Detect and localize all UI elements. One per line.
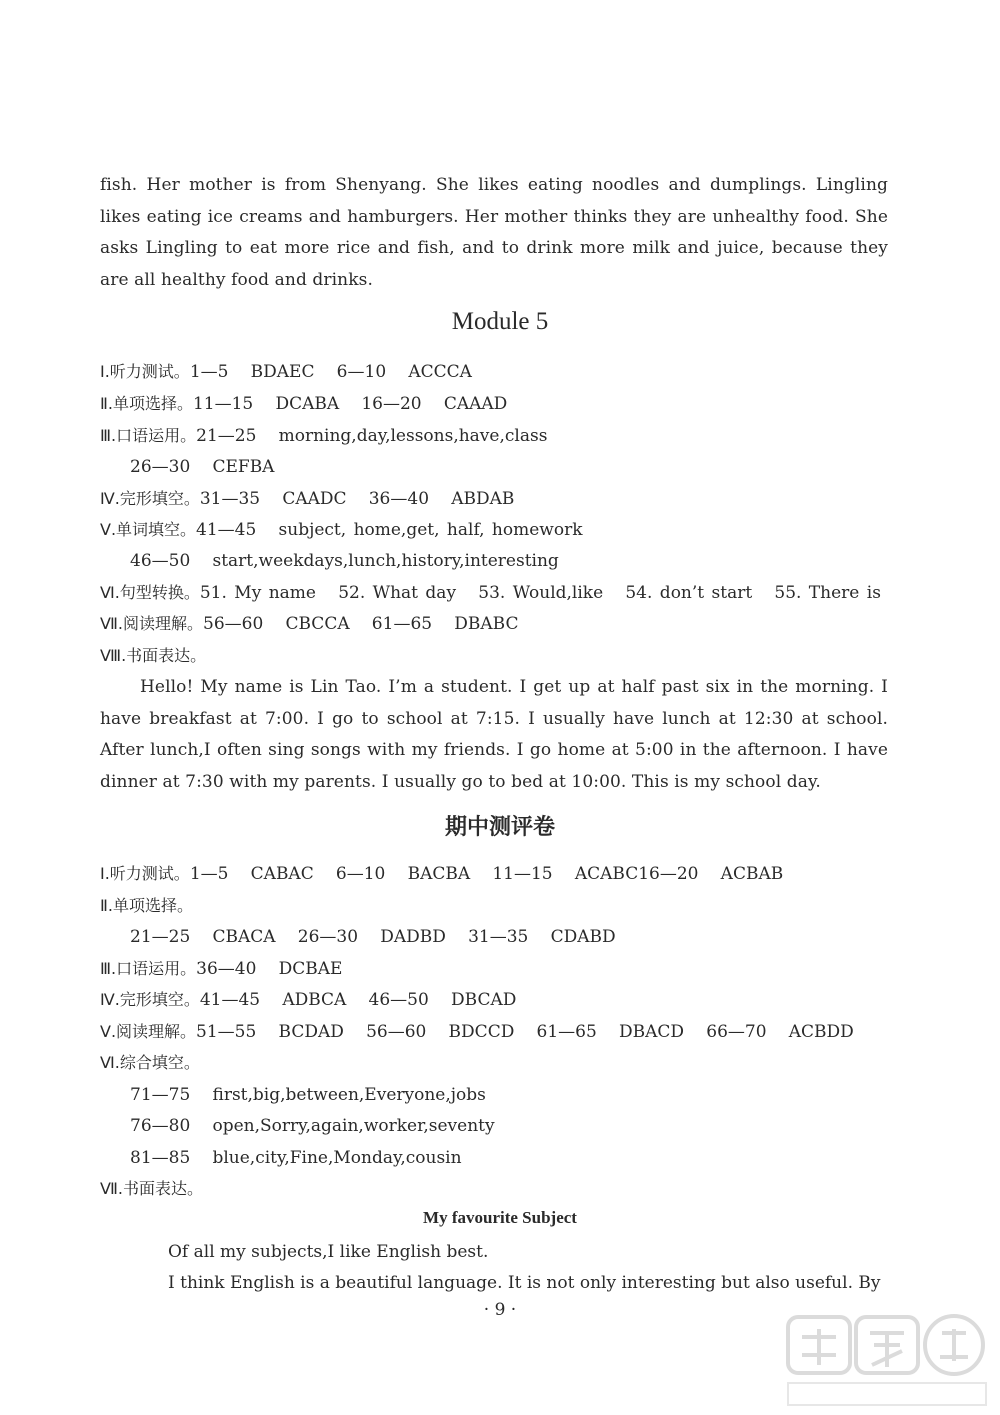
- section-label: Ⅶ.阅读理解。: [100, 614, 204, 633]
- m5-line-9: [100, 612, 519, 636]
- section-label: Ⅲ.口语运用。: [100, 959, 197, 978]
- section-label: Ⅱ.单项选择。: [100, 896, 193, 915]
- section-label: Ⅴ.单词填空。: [100, 520, 197, 539]
- answers: 56—60 CBCCA 61—65 DBABC: [203, 614, 519, 634]
- mt-line-7: [100, 1051, 200, 1075]
- page-number: · 9 ·: [483, 1300, 517, 1320]
- answers: 11—15 DCABA 16—20 CAAAD: [192, 394, 508, 414]
- m5-line-4: [130, 455, 274, 479]
- essay-title: My favourite Subject: [423, 1208, 577, 1227]
- answers: 41—45 ADBCA 46—50 DBCAD: [199, 990, 517, 1010]
- section-label: Ⅰ.听力测试。: [100, 864, 190, 883]
- mt-line-1: [100, 862, 783, 886]
- section-label: Ⅴ.阅读理解。: [100, 1022, 197, 1041]
- m5-line-7: [130, 549, 559, 573]
- m5-line-5: [100, 487, 514, 511]
- m5-line-3: [100, 424, 547, 448]
- answers: 76—80 open,Sorry,again,worker,seventy: [130, 1116, 495, 1136]
- m5-line-2: [100, 392, 507, 416]
- m5-line-1: [100, 360, 472, 384]
- answers: 41—45 subject, home,get, half, homework: [196, 520, 583, 540]
- section-label: Ⅳ.完形填空。: [100, 990, 200, 1009]
- section-label: Ⅷ.书面表达。: [100, 646, 207, 665]
- mt-line-2: [100, 894, 193, 918]
- m5-line-8: [100, 581, 881, 605]
- section-label: Ⅱ.单项选择。: [100, 394, 193, 413]
- midterm-heading: 期中测评卷: [444, 815, 555, 840]
- m5-line-6: [100, 518, 583, 542]
- answers: 26—30 CEFBA: [130, 457, 275, 477]
- answers: 51. My name 52. What day 53. Would,like 54. don’t start 55. There is: [199, 583, 881, 603]
- section-label: Ⅵ.句型转换。: [100, 583, 200, 602]
- answers: 46—50 start,weekdays,lunch,history,interesting: [130, 551, 559, 571]
- m5-line-10: [100, 644, 206, 668]
- essay-line-1: Of all my subjects,I like English best.: [168, 1242, 489, 1262]
- answers: 71—75 first,big,between,Everyone,jobs: [130, 1085, 486, 1105]
- answers: 1—5 BDAEC 6—10 ACCCA: [189, 362, 472, 382]
- mt-line-11: [100, 1177, 203, 1201]
- section-label: Ⅲ.口语运用。: [100, 426, 197, 445]
- section-label: Ⅰ.听力测试。: [100, 362, 190, 381]
- watermark-logo: [782, 1311, 992, 1411]
- module-5-essay: Hello! My name is Lin Tao. I’m a student. I get up at half past six in the morning. I have breakfast at 7:00. I go to school at 7:15. I usually have lunch at 12:30 at school. After lunch,I often sing songs with my friends. I go home at 5:00 in the afternoon. I have dinner at 7:30 with my parents. I usually go to bed at 10:00. This is my school day.: [100, 677, 888, 792]
- answers: 31—35 CAADC 36—40 ABDAB: [199, 489, 515, 509]
- answers: 36—40 DCBAE: [196, 959, 343, 979]
- mt-line-8: [130, 1083, 486, 1107]
- mt-line-6: [100, 1020, 854, 1044]
- section-label: Ⅳ.完形填空。: [100, 489, 200, 508]
- section-label: Ⅶ.书面表达。: [100, 1179, 204, 1198]
- mt-line-4: [100, 957, 342, 981]
- module-5-heading: Module 5: [451, 308, 549, 335]
- section-label: Ⅵ.综合填空。: [100, 1053, 200, 1072]
- answers: 21—25 CBACA 26—30 DADBD 31—35 CDABD: [130, 927, 616, 947]
- answers: 1—5 CABAC 6—10 BACBA 11—15 ACABC16—20 ACBAB: [189, 864, 784, 884]
- essay-line-2: I think English is a beautiful language. It is not only interesting but also useful. By: [168, 1273, 881, 1293]
- mt-line-10: [130, 1146, 462, 1170]
- mt-line-9: [130, 1114, 495, 1138]
- answers: 51—55 BCDAD 56—60 BDCCD 61—65 DBACD 66—70 ACBDD: [196, 1022, 854, 1042]
- answers: 21—25 morning,day,lessons,have,class: [196, 426, 548, 446]
- intro-paragraph: fish. Her mother is from Shenyang. She likes eating noodles and dumplings. Lingling likes eating ice creams and hamburgers. Her mother thinks they are unhealthy food. She asks Lingling to eat more rice and fish, and to drink more milk and juice, because they are all healthy food and drinks.: [100, 175, 888, 290]
- mt-line-3: [130, 925, 616, 949]
- answers: 81—85 blue,city,Fine,Monday,cousin: [130, 1148, 462, 1168]
- mt-line-5: [100, 988, 516, 1012]
